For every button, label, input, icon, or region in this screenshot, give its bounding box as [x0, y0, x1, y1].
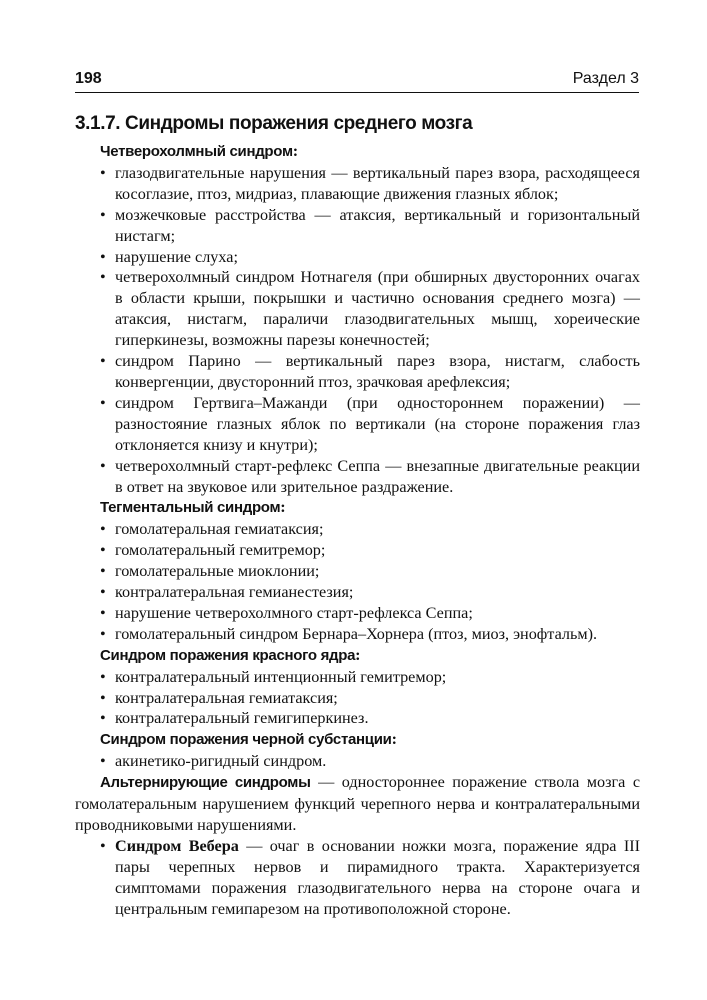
alternating-lead: Альтернирующие синдромы — [100, 774, 311, 792]
subheading-text: Тегментальный синдром — [100, 499, 281, 517]
subheading-tegmental: Тегментальный синдром: — [100, 498, 286, 517]
section-label: Раздел 3 — [572, 70, 639, 87]
list-item: • акинетико-ригидный синдром. — [100, 751, 640, 772]
subheading-text: Четверохолмный синдром — [100, 143, 293, 160]
list-item: • мозжечковые расстройства — атаксия, вертикальный и горизонтальный нистагм; — [100, 205, 640, 247]
list-item-weber — [100, 836, 640, 920]
list-item: • гомолатеральный гемитремор; — [100, 540, 640, 561]
bullet-list-tegmental — [100, 519, 640, 644]
weber-lead: Синдром Вебера — [115, 836, 239, 855]
alternating-text: — одностороннее поражение ствола мозга с гомолатеральным нарушением функций черепного нерва и контралатеральными проводниковыми нарушениями. — [75, 773, 641, 834]
section-title: 3.1.7. Синдромы поражения среднего мозга — [75, 113, 473, 134]
list-item: • четверохолмный старт-рефлекс Сеппа — внезапные двигательные реакции в ответ на звуковое или зрительное раздражение. — [100, 456, 640, 498]
list-item: • контралатеральная гемианестезия; — [100, 582, 640, 603]
list-item: • контралатеральный гемигиперкинез. — [100, 708, 640, 729]
weber-text: — очаг в основании ножки мозга, поражение ядра III пары черепных нервов и пирамидного тракта. Характеризуется симптомами поражения глазодвигательного нерва на стороне очага и центральным гемипарезом на противоположной стороне. — [115, 836, 640, 918]
list-item: • синдром Парино — вертикальный парез взора, нистагм, слабость конвергенции, двусторонний птоз, зрачковая арефлексия; — [100, 351, 640, 393]
list-item: • синдром Гертвига–Мажанди (при одностороннем поражении) — разностояние глазных яблок по вертикали (на стороне поражения глаз отклоняется книзу и кнутри); — [100, 393, 640, 456]
list-item: • контралатеральный интенционный гемитремор; — [100, 667, 640, 688]
list-item: • глазодвигательные нарушения — вертикальный парез взора, расходящееся косоглазие, птоз, мидриаз, плавающие движения глазных яблок; — [100, 163, 640, 205]
page-number: 198 — [75, 70, 102, 87]
alternating-paragraph-wrap — [75, 772, 640, 836]
list-item: • гомолатеральные миоклонии; — [100, 561, 640, 582]
bullet-list-weber — [100, 836, 640, 920]
page-body — [75, 141, 641, 920]
list-item: • нарушение слуха; — [100, 247, 640, 268]
list-item: • нарушение четверохолмного старт-рефлекса Сеппа; — [100, 603, 640, 624]
bullet-list-substantia-nigra — [100, 751, 640, 772]
subheading-red-nucleus: Синдром поражения красного ядра: — [100, 645, 361, 664]
list-item: • гомолатеральная гемиатаксия; — [100, 519, 640, 540]
subheading-text: Синдром поражения красного ядра — [100, 646, 356, 664]
list-item: • четверохолмный синдром Нотнагеля (при обширных двусторонних очагах в области крыши, покрышки и частично основания среднего мозга) — атаксия, нистагм, параличи глазодвигательных мышц, хореические гиперкинезы, возможны парезы конечностей; — [100, 267, 640, 351]
running-header — [75, 70, 639, 92]
subheading-text: Синдром поражения черной субстанции — [100, 731, 392, 749]
list-item: • гомолатеральный синдром Бернара–Хорнера (птоз, миоз, энофтальм). — [100, 624, 640, 645]
subheading-substantia-nigra: Синдром поражения черной субстанции: — [100, 730, 397, 749]
subheading-quadrigeminal: Четверохолмный синдром: — [100, 142, 299, 160]
bullet-list-quadrigeminal — [100, 163, 640, 498]
alternating-paragraph — [75, 772, 640, 836]
list-item: • контралатеральная гемиатаксия; — [100, 688, 640, 709]
bullet-list-red-nucleus — [100, 667, 640, 730]
header-rule — [75, 92, 639, 93]
